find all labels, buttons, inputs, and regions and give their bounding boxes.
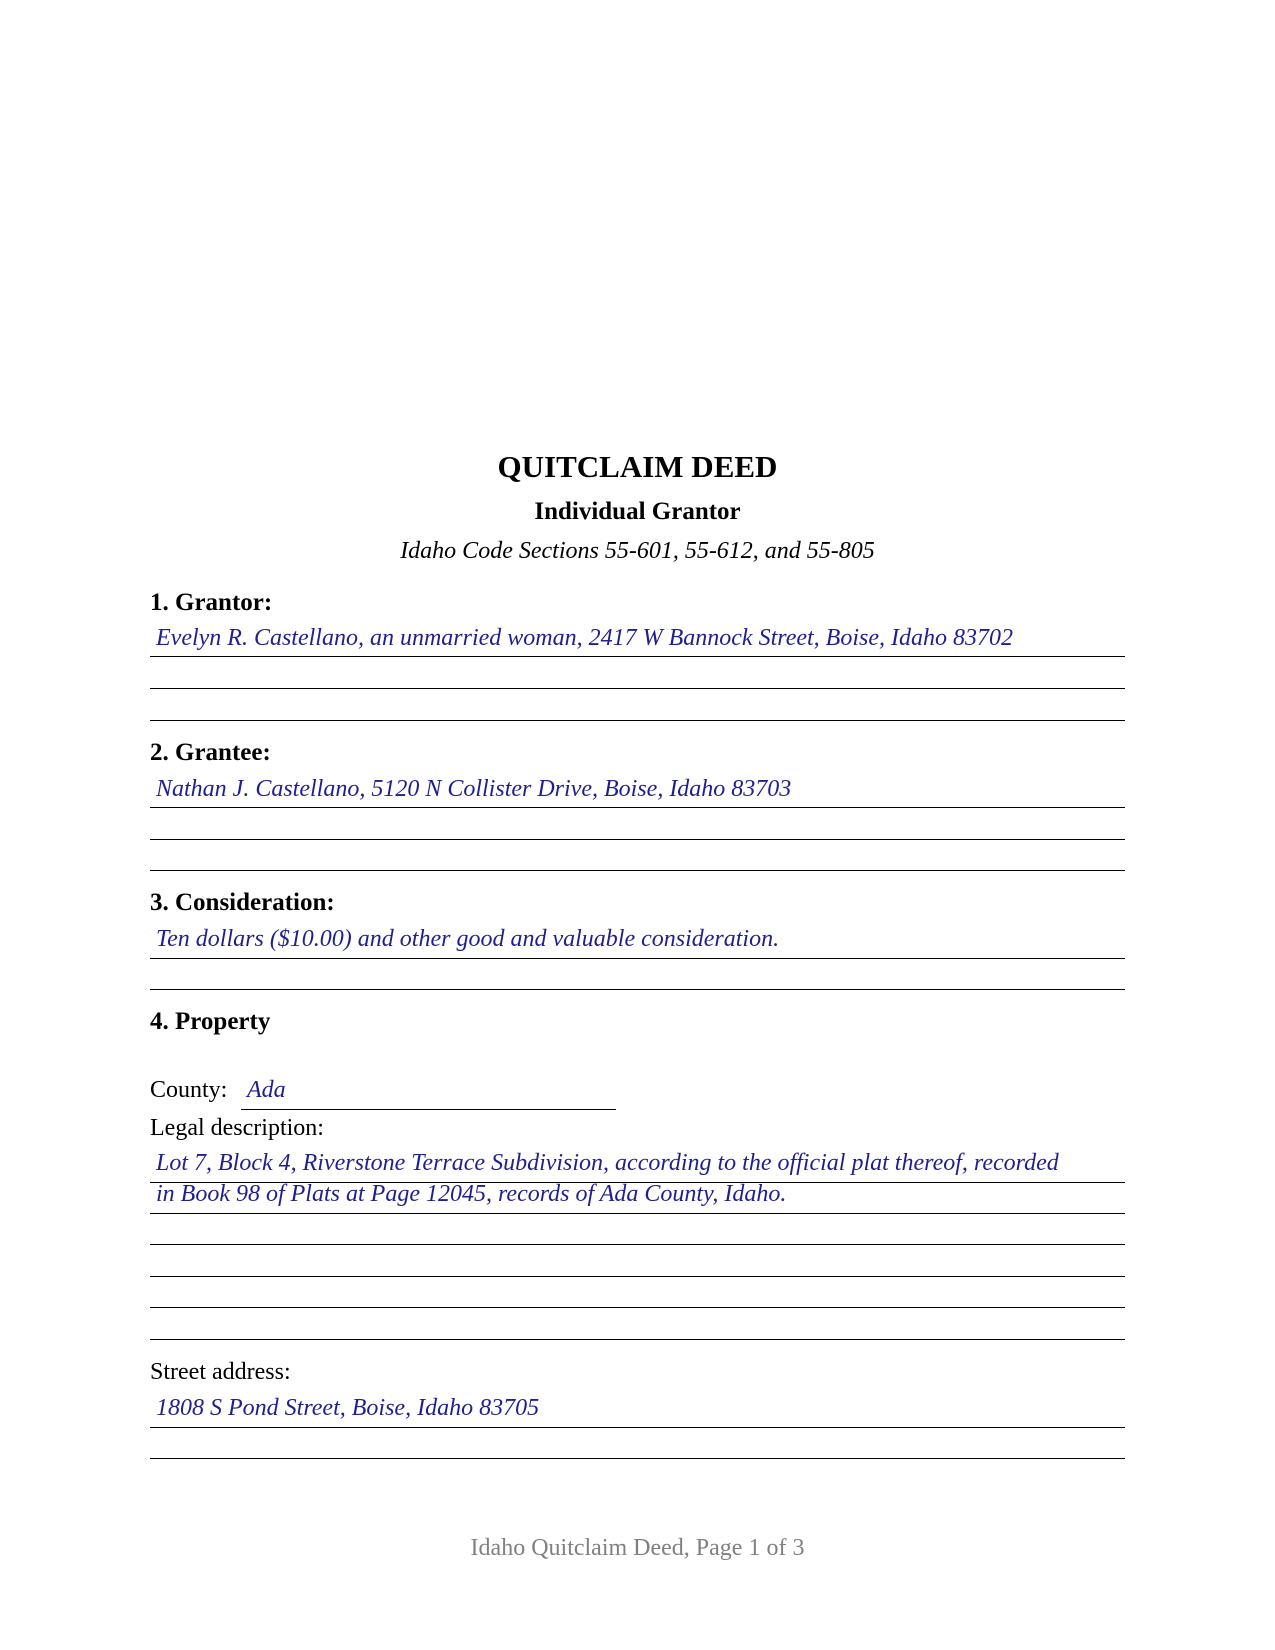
page-footer: Idaho Quitclaim Deed, Page 1 of 3 xyxy=(470,1535,805,1561)
legal-line-4 xyxy=(150,1276,1125,1277)
grantee-line-1 xyxy=(150,807,1125,808)
consideration-heading: 3. Consideration: xyxy=(150,889,335,916)
grantee-line-3 xyxy=(150,870,1125,871)
legal-line-3 xyxy=(150,1244,1125,1245)
street-line-1 xyxy=(150,1427,1125,1428)
document-title: QUITCLAIM DEED xyxy=(497,449,778,484)
legal-description-line-2[interactable]: in Book 98 of Plats at Page 12045, records of Ada County, Idaho. xyxy=(156,1181,787,1207)
county-line xyxy=(241,1109,616,1110)
grantor-heading: 1. Grantor: xyxy=(150,589,273,616)
consideration-field[interactable]: Ten dollars ($10.00) and other good and valuable consideration. xyxy=(156,926,780,952)
property-heading: 4. Property xyxy=(150,1008,271,1035)
legal-line-6 xyxy=(150,1339,1125,1340)
grantor-field[interactable]: Evelyn R. Castellano, an unmarried woman, 2417 W Bannock Street, Boise, Idaho 83702 xyxy=(156,625,1013,651)
county-field[interactable]: Ada xyxy=(247,1077,286,1103)
street-address-field[interactable]: 1808 S Pond Street, Boise, Idaho 83705 xyxy=(156,1395,540,1421)
legal-line-2 xyxy=(150,1213,1125,1214)
legal-description-label: Legal description: xyxy=(150,1115,324,1141)
grantee-line-2 xyxy=(150,839,1125,840)
street-line-2 xyxy=(150,1458,1125,1459)
consideration-line-2 xyxy=(150,989,1125,990)
legal-description-line-1[interactable]: Lot 7, Block 4, Riverstone Terrace Subdivision, according to the official plat thereof, recorded xyxy=(156,1150,1059,1176)
grantor-line-3 xyxy=(150,720,1125,721)
consideration-line-1 xyxy=(150,958,1125,959)
grantor-line-2 xyxy=(150,688,1125,689)
county-label: County: xyxy=(150,1077,228,1103)
legal-line-5 xyxy=(150,1307,1125,1308)
grantee-heading: 2. Grantee: xyxy=(150,739,271,766)
statute-reference: Idaho Code Sections 55-601, 55-612, and 55-805 xyxy=(400,538,875,564)
grantee-field[interactable]: Nathan J. Castellano, 5120 N Collister Drive, Boise, Idaho 83703 xyxy=(156,776,792,802)
grantor-line-1 xyxy=(150,656,1125,657)
street-address-label: Street address: xyxy=(150,1359,291,1385)
document-subtitle: Individual Grantor xyxy=(534,498,741,525)
